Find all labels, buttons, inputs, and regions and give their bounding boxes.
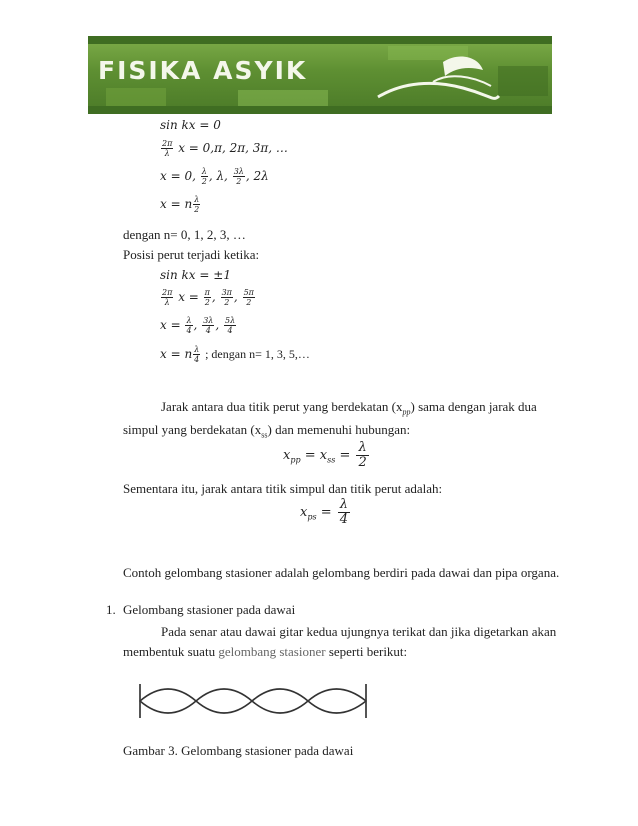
para1-line1: Jarak antara dua titik perut yang berdekatan $(x_{pp})$ sama dengan jarak dua — [161, 399, 537, 417]
eq-xpp: $x_{pp} = x_{ss}$ = $\frac{\lambda}{2}$ — [283, 440, 367, 470]
para1-line2: simpul yang berdekatan $(x_{ss})$ dan memenuhi hubungan: — [123, 422, 411, 440]
eq-antinode-line3: x = $\frac{\lambda}{4}$ , $\frac{3\lambda}{4}$ , $\frac{5\lambda}{4}$ — [160, 316, 236, 335]
wave-curve-lower — [140, 689, 366, 713]
eq-xps: $x_{ps}$ = $\frac{\lambda}{4}$ — [300, 497, 349, 527]
para2-line2: membentuk suatu gelombang stasioner seperti berikut: — [123, 644, 408, 659]
standing-wave-figure — [138, 678, 370, 724]
list-title: Gelombang stasioner pada dawai — [123, 602, 296, 617]
text-sementara: Sementara itu, jarak antara titik simpul dan titik perut adalah: — [123, 481, 443, 496]
eq-antinode-line4: x = n $\frac{\lambda}{4}$ ; dengan n= 1, 3, 5,… — [160, 345, 310, 364]
figure-caption: Gambar 3. Gelombang stasioner pada dawai — [123, 743, 354, 758]
eq-node-line3: x = 0, $\frac{\lambda}{2}$ , λ, $\frac{3\lambda}{2}$ , 2λ — [160, 167, 269, 186]
link-gelombang-stasioner[interactable]: gelombang stasioner — [218, 644, 326, 659]
text-contoh: Contoh gelombang stasioner adalah gelombang berdiri pada dawai dan pipa organa. — [123, 565, 560, 580]
eq-antinode-line1: sin kx = ±1 — [160, 268, 231, 282]
eq-node-line4: x = n $\frac{\lambda}{2}$ — [160, 195, 200, 214]
text-posisi-perut: Posisi perut terjadi ketika: — [123, 247, 260, 262]
logo-swoosh-icon — [373, 42, 503, 112]
list-number: 1. — [106, 602, 116, 617]
text-dengan-node: dengan n= 0, 1, 2, 3, … — [123, 227, 246, 242]
eq-node-line1: sin kx = 0 — [160, 118, 221, 132]
logo-text: FISIKA ASYIK — [98, 56, 308, 85]
para2-line1: Pada senar atau dawai gitar kedua ujungnya terikat dan jika digetarkan akan — [161, 624, 557, 639]
eq-node-line2: $\frac{2\pi}{\lambda}$ x = 0,π, 2π, 3π, … — [162, 139, 288, 158]
header-banner — [88, 36, 552, 114]
eq-antinode-line2: $\frac{2\pi}{\lambda}$ x = $\frac{\pi}{2}$ , $\frac{3\pi}{2}$ , $\frac{5\pi}{2}$ — [162, 288, 254, 307]
